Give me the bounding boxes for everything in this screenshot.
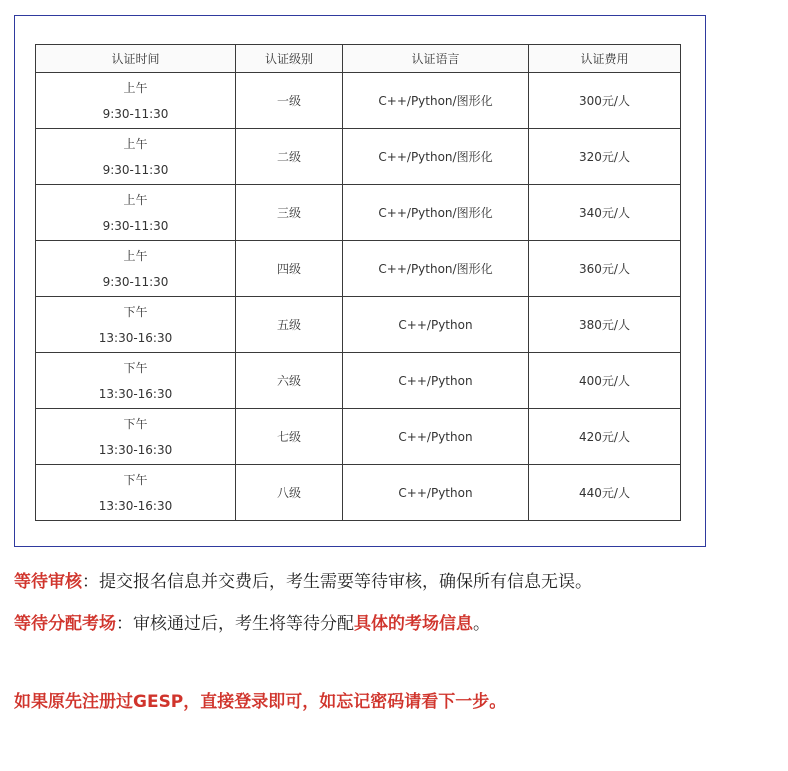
table-row: [36, 353, 681, 409]
time-period: 上午: [123, 80, 148, 95]
wait-assign-highlight: 具体的考场信息: [354, 614, 473, 634]
time-period: 上午: [123, 136, 148, 151]
table-header-row: [36, 45, 681, 73]
wait-assign-end: 。: [473, 614, 490, 634]
table-row: [36, 241, 681, 297]
time-range: 13:30-16:30: [98, 386, 173, 401]
time-period: 上午: [123, 192, 148, 207]
cell-time: [36, 185, 236, 241]
time-period: 下午: [123, 304, 148, 319]
cell-level: 三级: [236, 185, 343, 241]
cell-time: [36, 409, 236, 465]
login-note: 如果原先注册过GESP，直接登录即可，如忘记密码请看下一步。: [14, 692, 507, 712]
table-row: [36, 297, 681, 353]
cell-level: 二级: [236, 129, 343, 185]
cell-language: C++/Python/图形化: [343, 241, 529, 297]
cell-fee: 380元/人: [529, 297, 681, 353]
time-range: 13:30-16:30: [98, 442, 173, 457]
time-period: 上午: [123, 248, 148, 263]
cell-level: 七级: [236, 409, 343, 465]
cell-language: C++/Python: [343, 297, 529, 353]
cell-time: [36, 129, 236, 185]
wait-assign-label: 等待分配考场: [14, 614, 116, 634]
fee-table-frame: [14, 15, 706, 547]
time-period: 下午: [123, 416, 148, 431]
cell-fee: 300元/人: [529, 73, 681, 129]
certification-fee-table: [35, 44, 681, 521]
cell-language: C++/Python/图形化: [343, 73, 529, 129]
cell-fee: 400元/人: [529, 353, 681, 409]
wait-review-label: 等待审核: [14, 572, 82, 592]
cell-language: C++/Python/图形化: [343, 185, 529, 241]
time-range: 9:30-11:30: [102, 218, 169, 233]
cell-fee: 340元/人: [529, 185, 681, 241]
table-row: [36, 409, 681, 465]
table-row: [36, 465, 681, 521]
cell-level: 四级: [236, 241, 343, 297]
cell-language: C++/Python: [343, 465, 529, 521]
cell-fee: 360元/人: [529, 241, 681, 297]
time-range: 9:30-11:30: [102, 274, 169, 289]
time-range: 13:30-16:30: [98, 498, 173, 513]
wait-assign-text: ：审核通过后，考生将等待分配: [116, 614, 354, 634]
header-fee: 认证费用: [529, 45, 681, 73]
cell-fee: 440元/人: [529, 465, 681, 521]
cell-time: [36, 465, 236, 521]
table-row: [36, 73, 681, 129]
cell-time: [36, 297, 236, 353]
cell-language: C++/Python/图形化: [343, 129, 529, 185]
time-period: 下午: [123, 360, 148, 375]
header-level: 认证级别: [236, 45, 343, 73]
time-range: 13:30-16:30: [98, 330, 173, 345]
wait-assign-paragraph: [14, 612, 490, 636]
cell-language: C++/Python: [343, 409, 529, 465]
time-range: 9:30-11:30: [102, 106, 169, 121]
cell-level: 一级: [236, 73, 343, 129]
cell-fee: 320元/人: [529, 129, 681, 185]
table-row: [36, 129, 681, 185]
wait-review-paragraph: [14, 570, 592, 594]
header-language: 认证语言: [343, 45, 529, 73]
header-time: 认证时间: [36, 45, 236, 73]
time-period: 下午: [123, 472, 148, 487]
cell-fee: 420元/人: [529, 409, 681, 465]
time-range: 9:30-11:30: [102, 162, 169, 177]
cell-time: [36, 241, 236, 297]
cell-time: [36, 73, 236, 129]
cell-language: C++/Python: [343, 353, 529, 409]
wait-review-text: ：提交报名信息并交费后，考生需要等待审核，确保所有信息无误。: [82, 572, 592, 592]
cell-level: 六级: [236, 353, 343, 409]
cell-level: 五级: [236, 297, 343, 353]
cell-level: 八级: [236, 465, 343, 521]
cell-time: [36, 353, 236, 409]
table-row: [36, 185, 681, 241]
